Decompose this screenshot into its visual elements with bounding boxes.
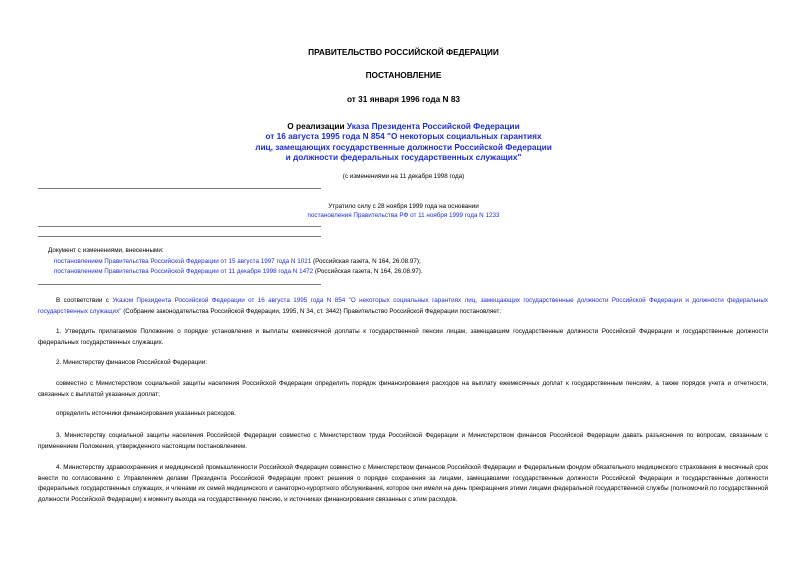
document-type-heading: ПОСТАНОВЛЕНИЕ bbox=[365, 70, 442, 80]
government-heading: ПРАВИТЕЛЬСТВО РОССИЙСКОЙ ФЕДЕРАЦИИ bbox=[308, 47, 499, 57]
presidential-decree-reference-link[interactable]: Указом Президента Российской Федерации от 16 августа 1995 года N 854 "О некоторых социальных гарантиях лиц, замещающих государственные должности Российской Федерации и должности федеральных государственных служащих" bbox=[38, 297, 769, 315]
paragraph-2-item-2-text: определить источники финансирования указанных расходов. bbox=[56, 410, 236, 417]
expiry-decree-link[interactable]: постановления Правительства РФ от 11 ноября 1999 года N 1233 bbox=[307, 212, 500, 219]
paragraph-2-text: 2. Министерству финансов Российской Федерации: bbox=[56, 359, 208, 366]
paragraph-2-item-1 bbox=[38, 379, 768, 400]
change-item bbox=[54, 258, 421, 265]
document-subject bbox=[0, 121, 807, 163]
expiry-notice: Утратило силу с 28 ноября 1999 года на основании bbox=[328, 203, 479, 210]
paragraph-1-text: 1. Утвердить прилагаемое Положение о порядке установления и выплаты ежемесячной доплаты к государственной пенсии лицам, замещавшим государственные должности Российской Федерации и государственные должности федеральных государственных служащих. bbox=[38, 328, 768, 346]
paragraph-2-item-1-text: совместно с Министерством социальной защиты населения Российской Федерации определить порядок финансирования расходов на выплату ежемесячных доплат к государственным пенсиям, а также порядок учета и отчетности, связанных с выплатой указанных доплат; bbox=[38, 380, 768, 398]
subject-line-3[interactable]: лиц, замещающих государственные должности Российской Федерации bbox=[255, 141, 552, 152]
paragraph-1 bbox=[38, 327, 768, 348]
paragraph-2-item-2 bbox=[38, 409, 768, 420]
change-item bbox=[54, 268, 423, 275]
paragraph-2 bbox=[38, 358, 768, 369]
change-source: (Российская газета, N 164, 26.08.97); bbox=[311, 258, 421, 265]
paragraph-4-text: 4. Министерству здравоохранения и медицинской промышленности Российской Федерации совместно с Министерством финансов Российской Федерации и Федеральным фондом обязательного медицинского страхования в месячный срок внести по согласованию с Управлением делами Президента Российской Федерации проект решения о порядке сохранения за лицами, замещавшими государственные должности Российской Федерации и государственные должности федеральных государственных служащих, и членами их семей медицинского и санаторно-курортного обслуживания, которое они имели на день прекращения этими лицами федеральной государственной службы (полномочий по государственной должности Российской Федерации) к моменту выхода на государственную пенсию, и источниках финансирования связанных с этим расходов. bbox=[38, 464, 768, 503]
change-decree-link[interactable]: постановлением Правительства Российской Федерации от 15 августа 1997 года N 1021 bbox=[54, 258, 312, 265]
document-date-number: от 31 января 1996 года N 83 bbox=[346, 94, 461, 104]
subject-line-4[interactable]: и должности федеральных государственных служащих" bbox=[285, 152, 522, 163]
changes-intro: Документ с изменениями, внесенными: bbox=[48, 247, 164, 254]
separator-line bbox=[38, 188, 321, 189]
change-source: (Российская газета, N 164, 26.08.97). bbox=[313, 268, 423, 275]
preamble-text-b: (Собрание законодательства Российской Федерации, 1995, N 34, ст. 3442) Правительство Российской Федерации постановляет: bbox=[121, 307, 502, 315]
separator-line bbox=[38, 226, 321, 227]
subject-line-2[interactable]: от 16 августа 1995 года N 854 "О некоторых социальных гарантиях bbox=[265, 131, 542, 142]
separator-line bbox=[38, 284, 321, 285]
paragraph-3-text: 3. Министерству социальной защиты населения Российской Федерации совместно с Министерством труда Российской Федерации и Министерством финансов Российской Федерации давать разъяснения по вопросам, связанным с применением Положения, утвержденного настоящим постановлением. bbox=[38, 432, 768, 450]
paragraph-3 bbox=[38, 431, 768, 452]
amendments-note: (с изменениями на 11 декабря 1998 года) bbox=[342, 173, 465, 180]
paragraph-preamble bbox=[38, 296, 768, 317]
presidential-decree-link[interactable]: Указа Президента Российской Федерации bbox=[346, 121, 520, 131]
subject-prefix: О реализации bbox=[287, 121, 347, 131]
preamble-text-a: В соответствии с bbox=[56, 297, 113, 304]
subject-line-1 bbox=[0, 121, 807, 131]
change-decree-link[interactable]: постановлением Правительства Российской Федерации от 11 декабря 1998 года N 1472 bbox=[54, 268, 314, 275]
separator-line bbox=[38, 236, 321, 237]
paragraph-4 bbox=[38, 463, 768, 505]
